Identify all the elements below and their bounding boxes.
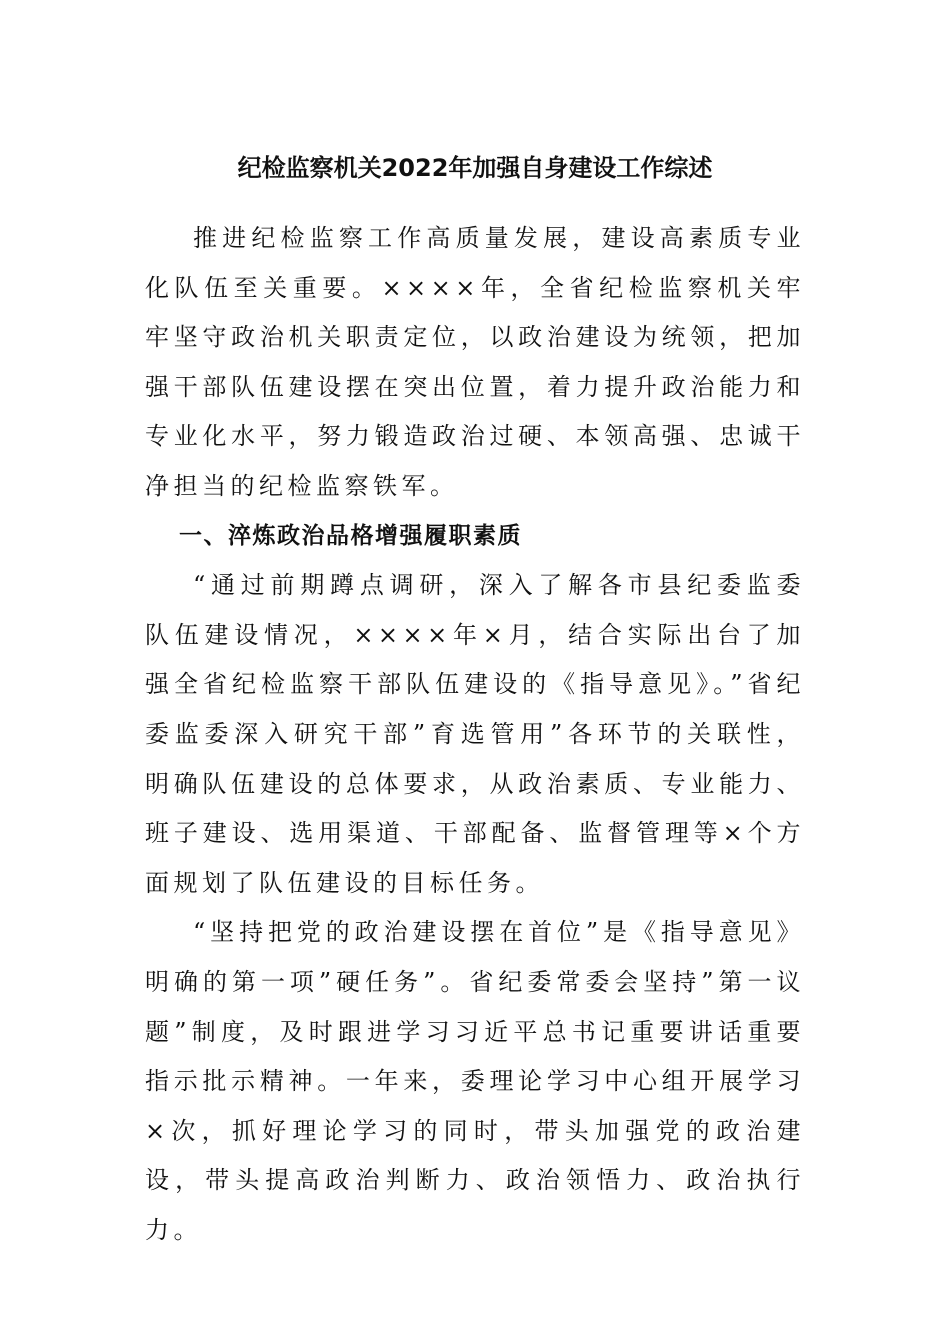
- document-body: [145, 214, 805, 1255]
- body-paragraph-political-building: “坚持把党的政治建设摆在首位”是《指导意见》明确的第一项”硬任务”。省纪委常委会坚持”第一议题”制度，及时跟进学习习近平总书记重要讲话重要指示批示精神。一年来，委理论学习中心组开展学习×次，抓好理论学习的同时，带头加强党的政治建设，带头提高政治判断力、政治领悟力、政治执行力。: [145, 918, 805, 1244]
- section-heading-1: 一、淬炼政治品格增强履职素质: [179, 522, 522, 549]
- document-title: 纪检监察机关2022年加强自身建设工作综述: [237, 154, 713, 182]
- body-paragraph-guidance: “通过前期蹲点调研，深入了解各市县纪委监委队伍建设情况，××××年×月，结合实际出台了加强全省纪检监察干部队伍建设的《指导意见》。”省纪委监委深入研究干部”育选管用”各环节的关联性，明确队伍建设的总体要求，从政治素质、专业能力、班子建设、选用渠道、干部配备、监督管理等×个方面规划了队伍建设的目标任务。: [145, 571, 805, 897]
- intro-paragraph: 推进纪检监察工作高质量发展，建设高素质专业化队伍至关重要。××××年，全省纪检监察机关牢牢坚守政治机关职责定位，以政治建设为统领，把加强干部队伍建设摆在突出位置，着力提升政治能力和专业化水平，努力锻造政治过硬、本领高强、忠诚干净担当的纪检监察铁军。: [145, 224, 805, 500]
